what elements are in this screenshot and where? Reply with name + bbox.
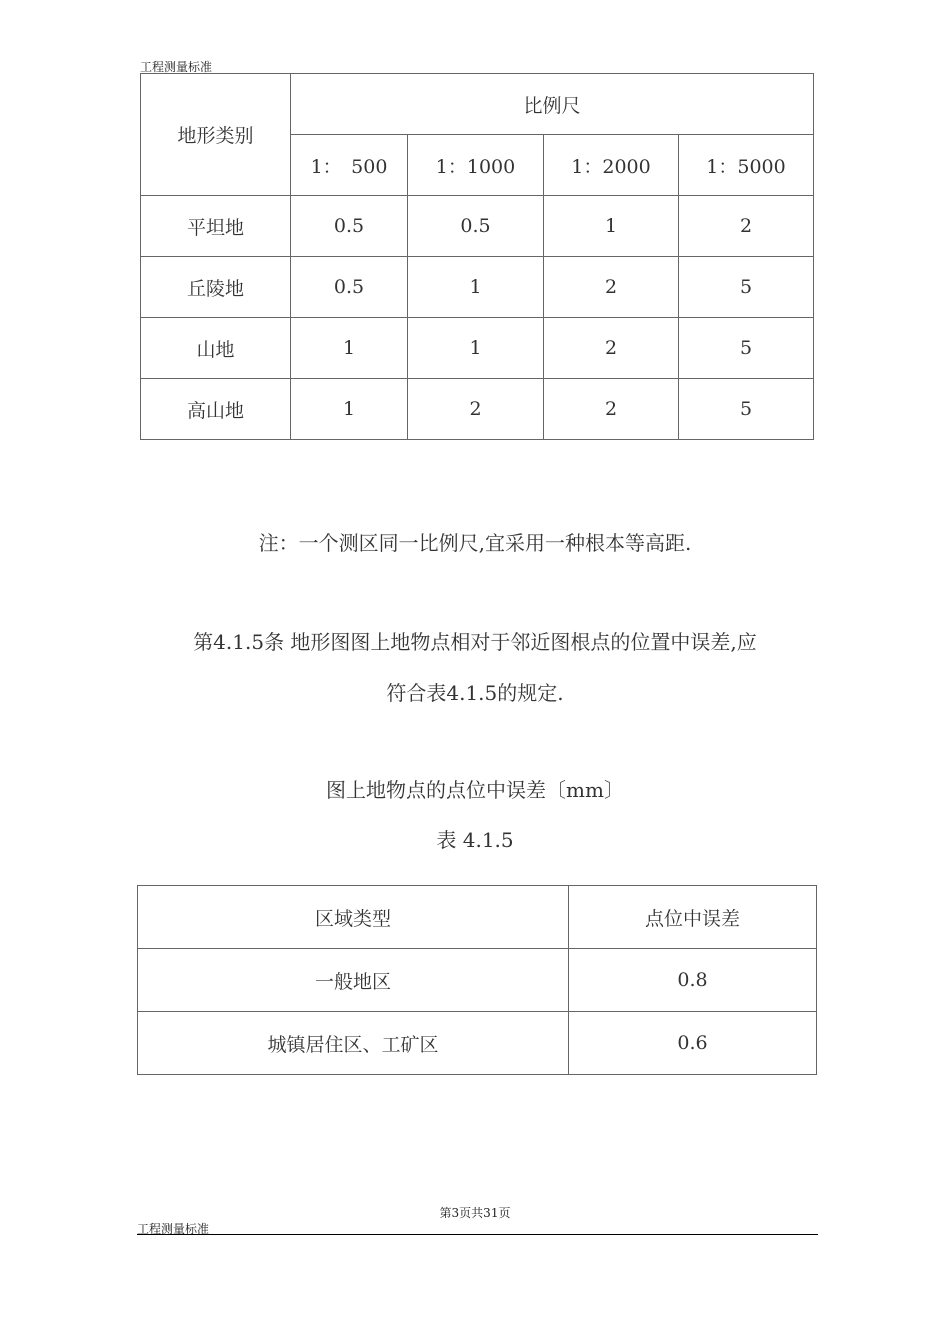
table-cell: 2 xyxy=(544,257,679,318)
table-row xyxy=(141,318,814,379)
point-position-error-table xyxy=(137,885,817,1075)
table-cell: 2 xyxy=(408,379,544,440)
page-number: 第3页共31页 xyxy=(439,1206,511,1220)
table-row xyxy=(138,1012,817,1075)
table-cell: 0.5 xyxy=(291,196,408,257)
clause-text-line-2: 符合表4.1.5的规定. xyxy=(386,681,564,705)
row-label: 丘陵地 xyxy=(141,257,291,318)
table-cell: 1 xyxy=(291,318,408,379)
error-header: 点位中误差 xyxy=(569,886,817,949)
table-row xyxy=(141,257,814,318)
table-cell: 2 xyxy=(544,318,679,379)
scale-header: 比例尺 xyxy=(291,74,814,135)
table-caption-number: 表 4.1.5 xyxy=(436,828,514,852)
table-cell: 1 xyxy=(408,318,544,379)
area-type-header: 区域类型 xyxy=(138,886,569,949)
table-cell: 0.8 xyxy=(569,949,817,1012)
table-note: 注：一个测区同一比例尺,宜采用一种根本等高距. xyxy=(258,531,692,555)
table-cell: 1 xyxy=(544,196,679,257)
row-label: 高山地 xyxy=(141,379,291,440)
table-cell: 0.6 xyxy=(569,1012,817,1075)
row-label: 平坦地 xyxy=(141,196,291,257)
scale-cell: 1：1000 xyxy=(408,135,544,196)
table-cell: 5 xyxy=(679,257,814,318)
table-cell: 1 xyxy=(408,257,544,318)
clause-text-line-1: 第4.1.5条 地形图图上地物点相对于邻近图根点的位置中误差,应 xyxy=(193,630,757,654)
table-cell: 1 xyxy=(291,379,408,440)
row-label: 城镇居住区、工矿区 xyxy=(138,1012,569,1075)
table-caption-title: 图上地物点的点位中误差〔mm〕 xyxy=(326,778,624,802)
table-row xyxy=(141,196,814,257)
table-cell: 0.5 xyxy=(408,196,544,257)
table-header-row xyxy=(141,74,814,135)
contour-interval-table xyxy=(140,73,814,440)
scale-cell: 1：2000 xyxy=(544,135,679,196)
header-divider xyxy=(137,1234,818,1235)
running-header: 工程测量标准 xyxy=(140,60,213,74)
table-row xyxy=(138,949,817,1012)
table-cell: 2 xyxy=(679,196,814,257)
table-cell: 0.5 xyxy=(291,257,408,318)
scale-cell: 1： 500 xyxy=(291,135,408,196)
table-header-row xyxy=(138,886,817,949)
table-cell: 5 xyxy=(679,318,814,379)
running-header: 工程测量标准 xyxy=(137,1222,210,1236)
scale-cell: 1：5000 xyxy=(679,135,814,196)
row-label: 一般地区 xyxy=(138,949,569,1012)
terrain-type-header: 地形类别 xyxy=(141,74,291,196)
table-cell: 2 xyxy=(544,379,679,440)
row-label: 山地 xyxy=(141,318,291,379)
table-row xyxy=(141,379,814,440)
table-cell: 5 xyxy=(679,379,814,440)
